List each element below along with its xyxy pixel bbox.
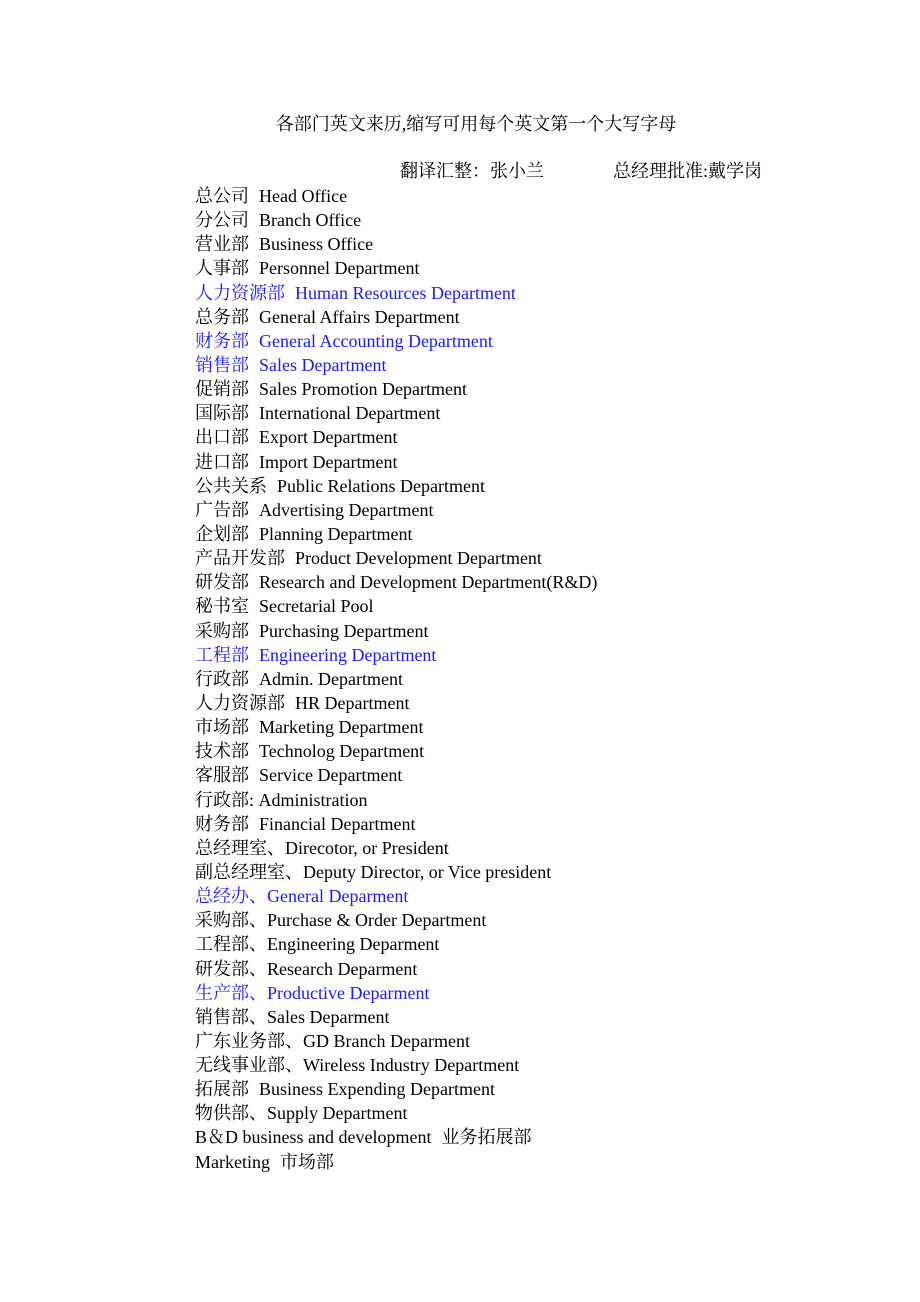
department-english-name: GD Branch Deparment [303,1030,470,1051]
separator: 、 [249,958,267,979]
separator: : [249,789,259,810]
department-chinese-name: 市场部 [279,1151,334,1172]
department-entry [195,981,597,1005]
department-english-name: Supply Department [267,1103,408,1124]
separator: 、 [267,837,285,858]
department-chinese-name: 秘书室 [195,596,249,617]
department-entry [195,1125,597,1149]
department-english-name: B＆D business and development [195,1127,432,1148]
department-chinese-name: 总经理室 [195,837,267,858]
department-english-name: Direcotor, or President [285,837,449,858]
department-chinese-name: 公共关系 [195,475,267,496]
department-chinese-name: 营业部 [195,234,249,255]
department-english-name: Head Office [259,186,348,206]
department-english-name: Administration [258,789,368,810]
department-entry [195,329,597,353]
department-entry [195,812,597,836]
department-entry [195,377,597,401]
department-chinese-name: 进口部 [195,451,249,472]
approver-credit: 总经理批准:戴学岗 [613,161,763,181]
department-entry [195,667,597,691]
department-chinese-name: 人事部 [195,258,249,279]
department-chinese-name: 人力资源部 [195,282,285,303]
department-entry [195,1053,597,1077]
department-chinese-name: 副总经理室 [195,861,285,882]
department-english-name: Wireless Industry Department [303,1055,520,1076]
department-entry [195,1150,597,1174]
department-entry [195,1029,597,1053]
department-english-name: General Deparment [267,886,409,907]
department-chinese-name: 广东业务部 [195,1030,285,1051]
department-entry [195,1101,597,1125]
department-entry [195,884,597,908]
department-entry [195,474,597,498]
department-chinese-name: 研发部 [195,572,249,593]
department-english-name: Business Expending Department [259,1079,495,1100]
department-entry [195,788,597,812]
department-english-name: Marketing [195,1151,270,1172]
department-english-name: Research and Development Department(R&D) [259,572,598,593]
department-chinese-name: 财务部 [195,813,249,834]
department-chinese-name: 市场部 [195,717,249,738]
department-list [195,184,597,1174]
department-english-name: Public Relations Department [277,475,485,496]
separator: 、 [249,1103,267,1124]
department-entry [195,450,597,474]
department-english-name: Research Deparment [267,958,418,979]
separator: 、 [249,910,267,931]
department-chinese-name: 客服部 [195,765,249,786]
department-chinese-name: 行政部 [195,789,249,810]
translator-credit: 翻译汇整：张小兰 [400,161,544,181]
department-chinese-name: 人力资源部 [195,692,285,713]
department-entry [195,691,597,715]
department-english-name: Advertising Department [259,499,434,520]
department-entry [195,425,597,449]
department-english-name: Engineering Department [259,644,437,665]
department-chinese-name: 总务部 [195,306,249,327]
department-chinese-name: 物供部 [195,1103,249,1124]
department-entry [195,763,597,787]
department-english-name: Sales Deparment [267,1006,390,1027]
department-entry [195,305,597,329]
department-english-name: Business Office [259,234,374,255]
department-chinese-name: 企划部 [195,523,249,544]
department-english-name: Product Development Department [295,548,542,569]
department-chinese-name: 国际部 [195,403,249,424]
department-entry [195,1005,597,1029]
department-entry [195,715,597,739]
department-entry [195,1077,597,1101]
department-chinese-name: 广告部 [195,499,249,520]
department-entry [195,281,597,305]
department-english-name: Sales Promotion Department [259,379,467,400]
department-chinese-name: 工程部 [195,934,249,955]
department-entry [195,594,597,618]
department-entry [195,619,597,643]
department-entry [195,836,597,860]
document-title: 各部门英文来历,缩写可用每个英文第一个大写字母 [275,114,677,134]
department-chinese-name: 无线事业部 [195,1055,285,1076]
department-english-name: General Accounting Department [259,330,493,351]
separator: 、 [249,934,267,955]
department-chinese-name: 采购部 [195,620,249,641]
department-entry [195,208,597,232]
department-chinese-name: 技术部 [195,741,249,762]
department-english-name: Service Department [259,765,403,786]
department-chinese-name: 财务部 [195,330,249,351]
department-chinese-name: 生产部 [195,982,249,1003]
department-english-name: Deputy Director, or Vice president [303,861,552,882]
department-english-name: HR Department [295,692,410,713]
department-entry [195,184,597,208]
separator: 、 [285,1030,303,1051]
department-chinese-name: 总公司 [195,186,249,206]
separator: 、 [249,982,267,1003]
department-chinese-name: 销售部 [195,354,249,375]
department-chinese-name: 出口部 [195,427,249,448]
department-entry [195,256,597,280]
department-chinese-name: 总经办 [195,886,249,907]
department-english-name: Purchase & Order Department [267,910,487,931]
department-entry [195,232,597,256]
department-english-name: Purchasing Department [259,620,429,641]
department-english-name: International Department [259,403,441,424]
department-english-name: Human Resources Department [295,282,516,303]
department-entry [195,353,597,377]
separator: 、 [249,1006,267,1027]
department-english-name: Sales Department [259,354,387,375]
department-entry [195,401,597,425]
department-english-name: Import Department [259,451,398,472]
department-english-name: Financial Department [259,813,416,834]
department-english-name: Engineering Deparment [267,934,440,955]
department-english-name: Planning Department [259,523,413,544]
department-entry [195,957,597,981]
department-chinese-name: 促销部 [195,379,249,400]
department-english-name: Secretarial Pool [259,596,374,617]
department-english-name: Admin. Department [259,668,403,689]
department-chinese-name: 产品开发部 [195,548,285,569]
separator: 、 [285,1055,303,1076]
department-entry [195,522,597,546]
department-entry [195,546,597,570]
department-entry [195,643,597,667]
department-chinese-name: 拓展部 [195,1079,249,1100]
department-entry [195,932,597,956]
department-english-name: Export Department [259,427,398,448]
department-english-name: Branch Office [259,210,362,231]
department-english-name: General Affairs Department [259,306,460,327]
department-chinese-name: 行政部 [195,668,249,689]
department-entry [195,739,597,763]
department-entry [195,498,597,522]
department-chinese-name: 业务拓展部 [441,1127,532,1148]
department-chinese-name: 研发部 [195,958,249,979]
department-entry [195,908,597,932]
department-english-name: Productive Deparment [267,982,430,1003]
department-english-name: Marketing Department [259,717,424,738]
department-english-name: Technolog Department [259,741,425,762]
department-chinese-name: 分公司 [195,210,249,231]
department-chinese-name: 工程部 [195,644,249,665]
department-entry [195,860,597,884]
department-chinese-name: 采购部 [195,910,249,931]
credits-line [400,159,763,183]
department-entry [195,570,597,594]
department-english-name: Personnel Department [259,258,420,279]
department-chinese-name: 销售部 [195,1006,249,1027]
separator: 、 [285,861,303,882]
separator: 、 [249,886,267,907]
